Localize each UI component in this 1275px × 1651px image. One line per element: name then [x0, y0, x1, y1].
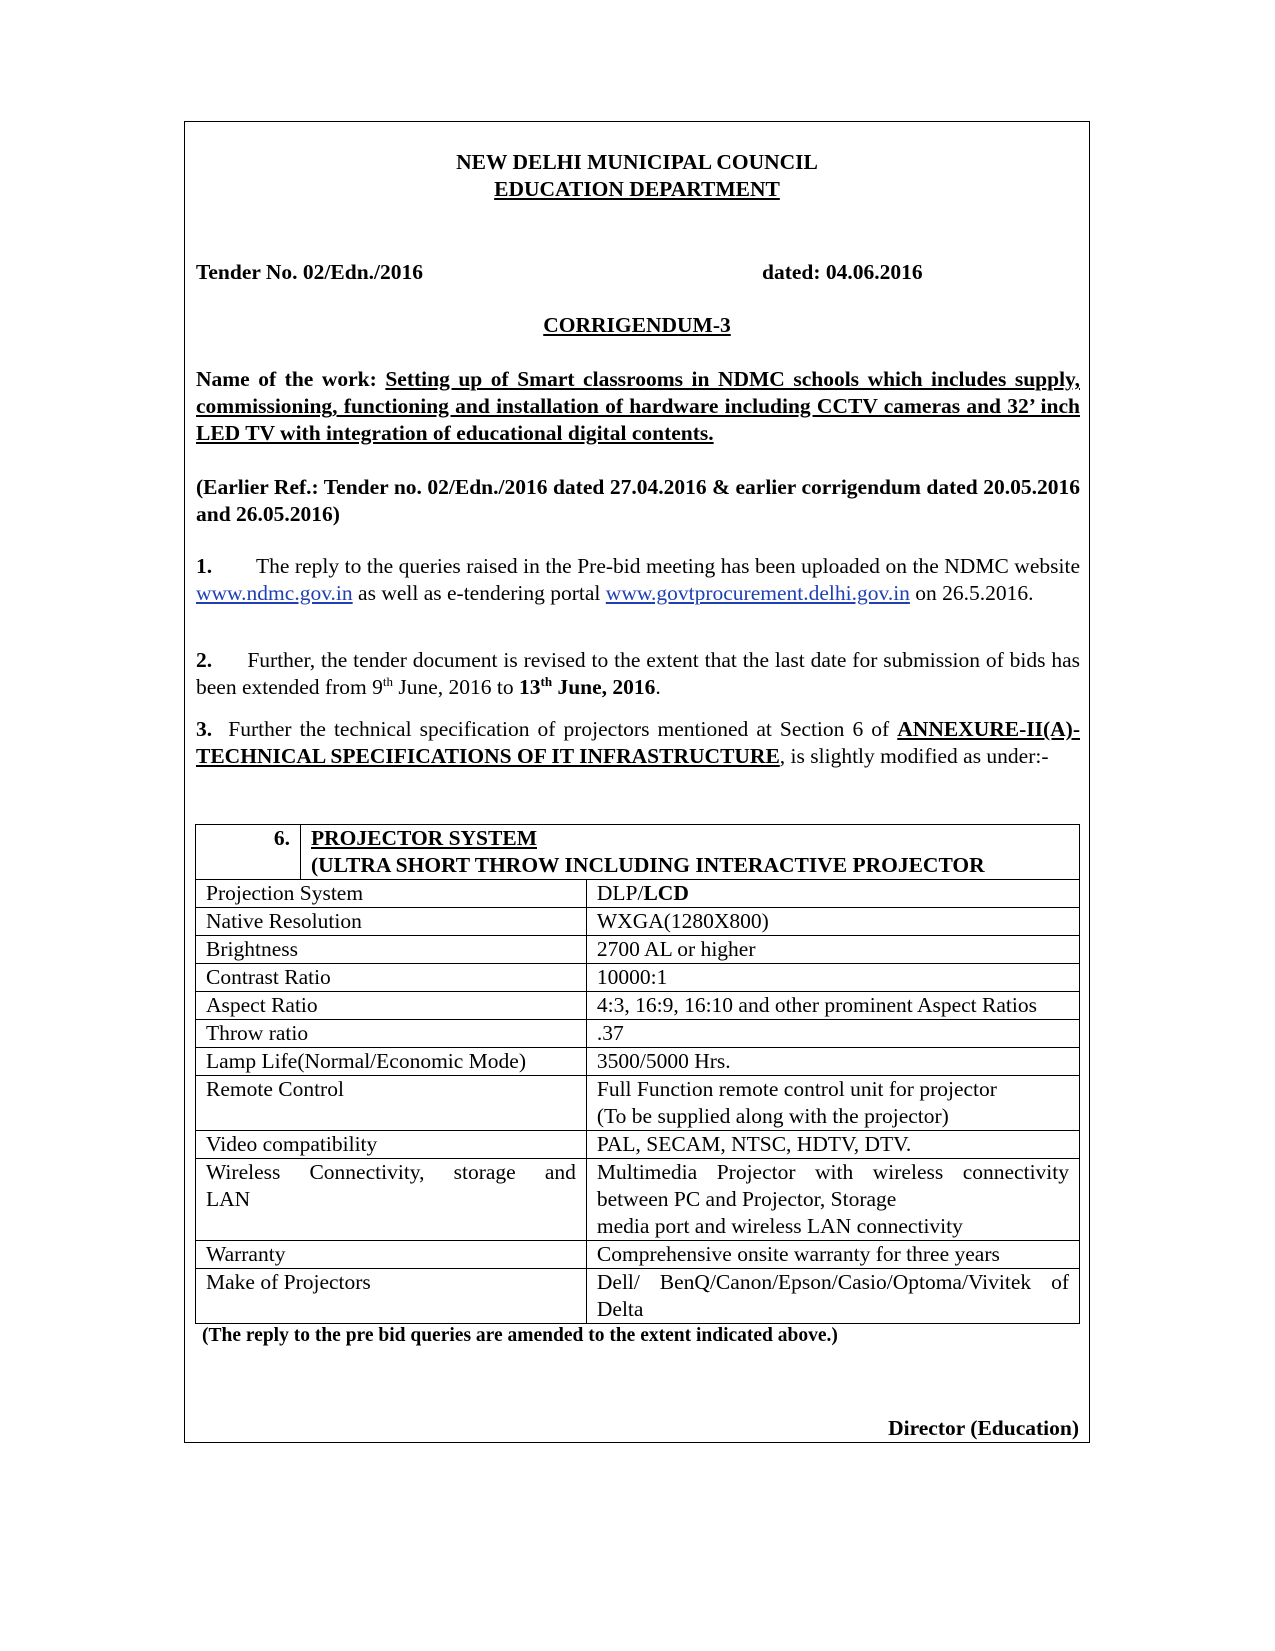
spec-label: Projection System [196, 880, 587, 908]
table-row [196, 1048, 1080, 1076]
department-name-text: EDUCATION DEPARTMENT [494, 177, 780, 201]
section-heading [301, 825, 1080, 880]
spec-value-line: Dell/ BenQ/Canon/Epson/Casio/Optoma/Vivitek of [596, 1270, 1069, 1294]
spec-value: .37 [586, 1020, 1079, 1048]
spec-value: PAL, SECAM, NTSC, HDTV, DTV. [586, 1131, 1079, 1159]
spec-value [586, 1159, 1079, 1241]
table-row [196, 1159, 1080, 1241]
tender-number: Tender No. 02/Edn./2016 [196, 260, 423, 284]
point-2-sup-a: th [382, 673, 393, 689]
spec-value-line: (To be supplied along with the projector) [596, 1104, 949, 1128]
spec-section-header [196, 825, 1080, 880]
point-2-new-date-rest: June, 2016 [552, 675, 656, 699]
spec-label: Native Resolution [196, 908, 587, 936]
corrigendum-title: CORRIGENDUM-3 [543, 313, 731, 337]
spec-label: Remote Control [196, 1076, 587, 1131]
spec-label-line: LAN [206, 1187, 251, 1211]
spec-label: Warranty [196, 1241, 587, 1269]
spec-value-line: Delta [596, 1297, 644, 1321]
point-2-number: 2. [196, 648, 213, 672]
spec-value-line: Multimedia Projector with wireless connectivity [596, 1160, 1069, 1184]
point-1-text-b: as well as e-tendering portal [358, 581, 601, 605]
annexure-reference: ANNEXURE-II(A)-TECHNICAL SPECIFICATIONS OF IT INFRASTRUCTURE [196, 717, 1081, 768]
point-2-text-a: Further, the tender document is revised to the extent that the last date for submission of bids has been extended from 9 [196, 648, 1080, 699]
spec-value: 3500/5000 Hrs. [586, 1048, 1079, 1076]
earlier-reference: (Earlier Ref.: Tender no. 02/Edn./2016 dated 27.04.2016 & earlier corrigendum dated 20.05.2016 and 26.05.2016) [196, 475, 1080, 526]
spec-label: Lamp Life(Normal/Economic Mode) [196, 1048, 587, 1076]
table-row [196, 1020, 1080, 1048]
spec-value: 10000:1 [586, 964, 1079, 992]
spec-value: 4:3, 16:9, 16:10 and other prominent Aspect Ratios [586, 992, 1079, 1020]
tender-date: dated: 04.06.2016 [762, 260, 923, 284]
section-number: 6. [196, 825, 301, 880]
spec-value-bold: LCD [643, 881, 689, 905]
spec-label-line: Wireless Connectivity, storage and [206, 1160, 576, 1184]
e-tendering-portal-link[interactable]: www.govtprocurement.delhi.gov.in [605, 581, 910, 605]
point-2-text-c: . [655, 675, 661, 699]
section-subtitle: (ULTRA SHORT THROW INCLUDING INTERACTIVE PROJECTOR [311, 853, 985, 877]
spec-label: Brightness [196, 936, 587, 964]
spec-label: Video compatibility [196, 1131, 587, 1159]
table-row [196, 1241, 1080, 1269]
amendment-note: (The reply to the pre bid queries are amended to the extent indicated above.) [202, 1325, 838, 1346]
department-name [185, 177, 1089, 202]
spec-value-line: between PC and Projector, Storage [596, 1187, 897, 1211]
spec-label [196, 1159, 587, 1241]
spec-value [586, 1269, 1079, 1324]
point-2-text-b: June, 2016 to [392, 675, 519, 699]
point-2-new-date: 13 [519, 675, 541, 699]
point-3-text-a: Further the technical specification of projectors mentioned at Section 6 of [228, 717, 898, 741]
spec-value-line: Full Function remote control unit for projector [596, 1077, 997, 1101]
point-2 [196, 647, 1080, 701]
document-frame [184, 121, 1090, 1443]
point-1-text-c: on 26.5.2016. [915, 581, 1034, 605]
projector-spec-table [195, 824, 1080, 1324]
work-name-label: Name of the work: [196, 367, 386, 391]
point-3 [196, 716, 1080, 770]
point-3-text-b: , is slightly modified as under:- [779, 744, 1049, 768]
table-row [196, 936, 1080, 964]
table-row [196, 992, 1080, 1020]
spec-label: Throw ratio [196, 1020, 587, 1048]
spec-value-line: media port and wireless LAN connectivity [596, 1214, 963, 1238]
spec-value: WXGA(1280X800) [586, 908, 1079, 936]
work-name [196, 366, 1080, 447]
table-row [196, 1076, 1080, 1131]
table-row [196, 964, 1080, 992]
spec-label: Aspect Ratio [196, 992, 587, 1020]
spec-value [586, 1076, 1079, 1131]
section-title: PROJECTOR SYSTEM [311, 826, 537, 850]
spec-value [586, 880, 1079, 908]
table-row [196, 908, 1080, 936]
ndmc-website-link[interactable]: www.ndmc.gov.in [196, 581, 353, 605]
work-name-text: Setting up of Smart classrooms in NDMC schools which includes supply, commissioning, functioning and installation of hardware including CCTV cameras and 32’ inch LED TV with integration of educational digital contents. [196, 367, 1080, 445]
org-name: NEW DELHI MUNICIPAL COUNCIL [456, 150, 818, 174]
table-row [196, 880, 1080, 908]
spec-label: Make of Projectors [196, 1269, 587, 1324]
table-row [196, 1269, 1080, 1324]
spec-value-text: DLP/ [596, 881, 644, 905]
signatory: Director (Education) [888, 1416, 1079, 1440]
spec-value: Comprehensive onsite warranty for three years [586, 1241, 1079, 1269]
point-2-sup-b: th [540, 673, 553, 689]
table-row [196, 1131, 1080, 1159]
spec-label: Contrast Ratio [196, 964, 587, 992]
point-1 [196, 553, 1080, 607]
spec-value: 2700 AL or higher [586, 936, 1079, 964]
point-1-number: 1. [196, 554, 213, 578]
point-1-text-a: The reply to the queries raised in the Pre-bid meeting has been uploaded on the NDMC website [255, 554, 1080, 578]
point-3-number: 3. [196, 717, 213, 741]
